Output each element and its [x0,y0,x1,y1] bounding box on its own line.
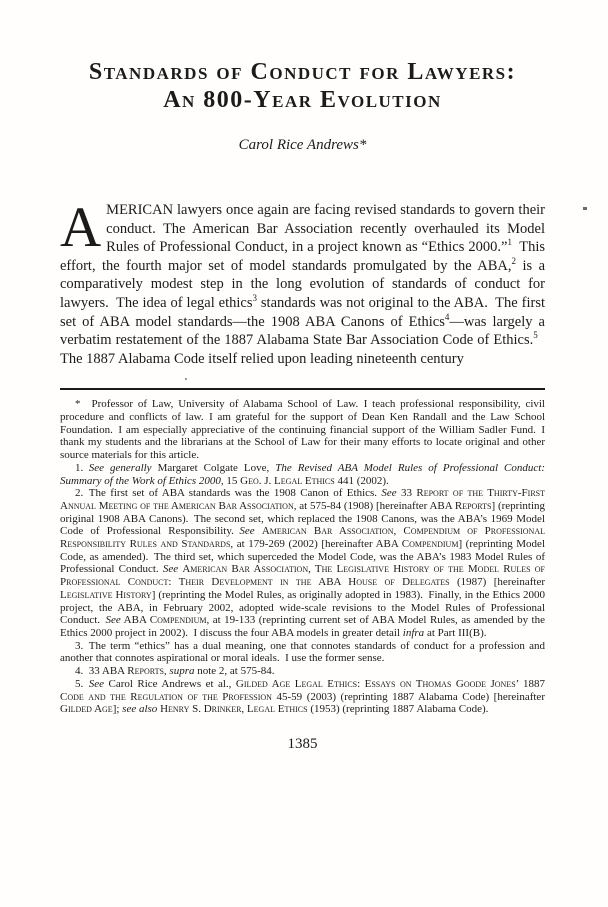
footnote-separator-rule [60,388,545,390]
text-run: Reports [127,665,164,678]
text-run: See generally [88,461,152,474]
text-run: See [105,614,121,627]
footnote-ref: 5 [533,330,538,341]
text-run: 2. The first set of ABA standards was the 1908 Canon of Ethics. [75,487,382,500]
footnote-4 [60,665,545,678]
text-run: This effort, the fourth major set of model standards promulgated by the ABA, [60,239,545,274]
text-run: Compendium [149,614,207,627]
text-run: (1953) (reprinting 1887 Alabama Code). [307,703,489,716]
text-run: 1. [75,461,89,474]
text-run: 3. The term “ethics” has a dual meaning, one that connotes standards of conduct for a profession and another that connotes aspirational or moral ideals. I use the former sense. [60,639,545,665]
text-run: Legislative History [60,588,152,601]
footnote-ref: 2 [511,255,517,266]
text-run: at Part III(B). [424,627,487,639]
author-byline: Carol Rice Andrews* [238,137,367,153]
text-run: note 2, at 575-84. [194,665,275,678]
text-run: 5. [75,677,89,690]
text-run: ] (reprinting the Model Rules, as originally adopted in 1983). Finally, in the Ethics 2000 project, the ABA, in February 2002, adopted wide-scale revisions to the Model Rules of Professional Conduct. [60,588,545,627]
text-run: American Bar Association, The Legislative History of the Model Rules of Professional Conduct: Their Development in the ABA House of Delegates [60,563,545,589]
text-run: Margaret Colgate Love, [151,461,276,474]
text-run: supra [169,665,195,678]
page-number: 1385 [287,735,318,752]
text-run: Gilded Age Legal Ethics: Essays on Thomas Goode Jones’ 1887 Code and the Regulation of the Profession [60,677,545,703]
text-run: Gilded Age [60,703,113,716]
footnote-ref: 3 [252,293,257,304]
text-run: ABA [120,614,150,627]
text-run: See [381,487,397,500]
text-run: The 1887 Alabama Code itself relied upon leading nineteenth century [60,332,545,367]
text-run: 4. 33 ABA [75,665,128,678]
text-run: See [239,525,255,538]
text-run: , [163,665,170,678]
text-run: Compendium [401,538,459,551]
text-run: standards was not original to the ABA. The first set of ABA model standards—the 1908 ABA Canons of Ethics [60,294,545,330]
text-run: infra [402,627,425,639]
text-run: is a comparatively modest step in the long evolution of standards of conduct for lawyers. The idea of legal ethics [60,257,546,311]
text-run: —was largely a verbatim restatement of the 1887 Alabama State Bar Association Code of Ethics. [60,313,545,349]
text-run: , at 19-133 (reprinting current set of ABA Model Rules, as amended by the Ethics 2000 project in 2002). I discuss the four ABA models in greater detail [60,614,546,639]
text-run: see also [122,703,158,716]
text-run: The Revised ABA Model Rules of Professional Conduct: Summary of the Work of Ethics 2000 [60,461,545,487]
text-run: See [162,563,179,576]
text-run: , at 179-269 (2002) [hereinafter ABA [230,538,402,551]
text-run: 441 (2002). [334,474,389,487]
footnote-5 [60,678,545,716]
article-title [60,58,545,114]
text-run: 45-59 (2003) (reprinting 1887 Alabama Code) [hereinafter [271,690,545,703]
scan-speck [185,378,187,380]
footnotes-section [60,398,545,716]
article-title-line1: Standards of Conduct for Lawyers: [88,59,517,85]
text-run: American Bar Association, Compendium of Professional Responsibility Rules and Standards [60,525,546,551]
text-run: Reports [454,499,492,512]
text-run: See [88,677,105,690]
body-paragraph [60,196,546,367]
text-run: Geo. J. Legal Ethics [240,474,335,487]
text-run: ] (reprinting original 1908 ABA Canons). The second set, which replaced the 1908 Canons, was the ABA’s 1969 Model Code of Professional Responsibility. [60,499,545,538]
footnote-2 [60,487,545,639]
text-run: Carol Rice Andrews et al., [104,677,236,690]
footnote-3 [60,640,545,665]
scan-speck [583,207,587,210]
footnote-star [60,398,545,462]
text-run: Henry S. Drinker, Legal Ethics [160,703,308,716]
text-run: , at 575-84 (1908) [hereinafter ABA [293,499,455,512]
text-run: 33 [396,487,417,500]
text-run: (1987) [hereinafter [449,576,545,589]
footnote-1 [60,462,545,487]
dropcap-letter: A [60,196,102,259]
footnote-ref: 4 [444,311,450,322]
text-run: Report of the Thirty-First Annual Meeting of the American Bar Association [60,487,545,512]
text-run: ]; [112,703,123,716]
text-run: ] (reprinting Model Code, as amended). The third set, which superceded the Model Code, was the ABA’s 1983 Model Rules of Professional Conduct. [60,538,545,576]
text-run: MERICAN lawyers once again are facing revised standards to govern their conduct. The American Bar Association recently overhauled its Model Rules of Professional Conduct, in a project known as “Ethics 2000.” [106,202,545,256]
text-run: , 15 [220,474,241,487]
article-title-line2: An 800-Year Evolution [163,87,442,113]
text-run: * Professor of Law, University of Alabama School of Law. I teach professional responsibility, civil procedure and conflicts of law. I am grateful for the support of Dean Ken Randall and the Law School Foundation. I am especially appreciative of the continuing financial support of the William Sadler Fund. I thank my students and the librarians at the School of Law for their many efforts to locate original and other source materials for this article. [60,398,545,462]
footnote-ref: 1 [507,237,512,248]
article-body [60,196,546,368]
text-run [255,525,262,537]
